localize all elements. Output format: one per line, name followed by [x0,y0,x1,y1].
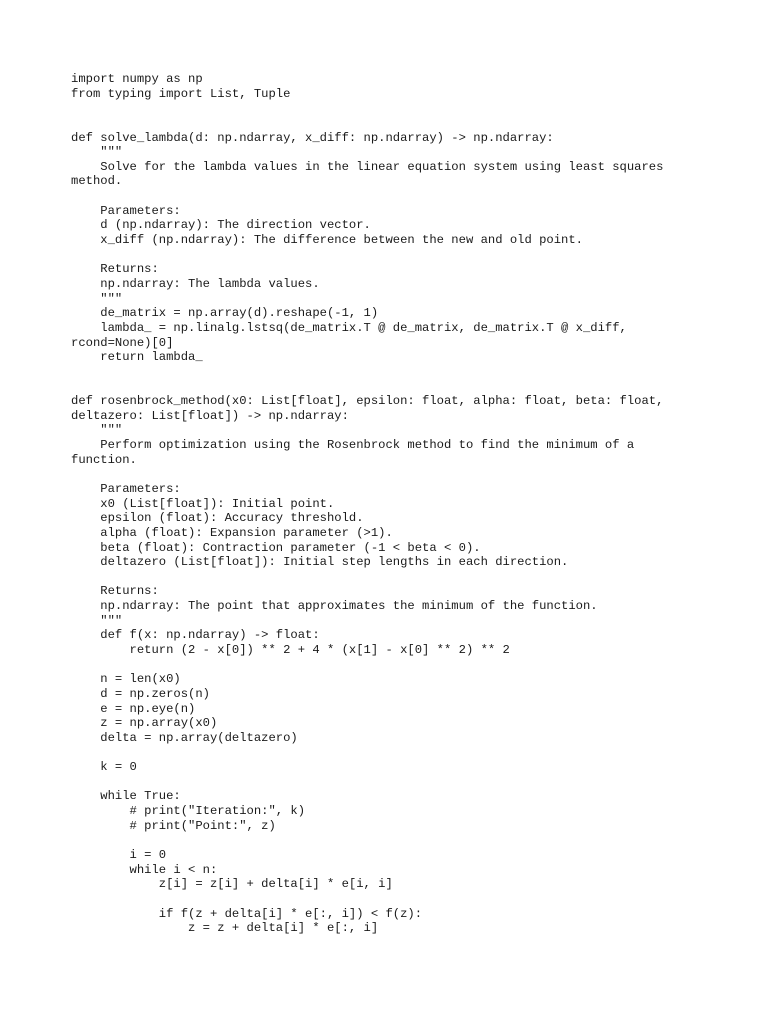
code-line [71,658,751,673]
code-listing [71,72,751,936]
code-line: return (2 - x[0]) ** 2 + 4 * (x[1] - x[0] ** 2) ** 2 [71,642,510,657]
code-line [71,101,751,116]
code-line [71,116,751,131]
code-line: if f(z + delta[i] * e[:, i]) < f(z): [71,906,423,921]
code-line: Returns: [71,584,159,599]
code-line: z = np.array(x0) [71,716,218,731]
code-line: Parameters: [71,481,181,496]
code-line: """ [71,613,123,628]
code-line: Parameters: [71,203,181,218]
code-line: np.ndarray: The lambda values. [71,276,320,291]
code-line [71,833,751,848]
code-line [71,248,751,263]
code-line: alpha (float): Expansion parameter (>1). [71,525,393,540]
code-line: def f(x: np.ndarray) -> float: [71,628,320,643]
code-line: """ [71,145,123,160]
code-line: from typing import List, Tuple [71,86,291,101]
code-line: d = np.zeros(n) [71,686,210,701]
code-line: deltazero: List[float]) -> np.ndarray: [71,408,349,423]
code-line: epsilon (float): Accuracy threshold. [71,511,364,526]
code-line: method. [71,174,123,189]
code-line: return lambda_ [71,350,203,365]
code-line: e = np.eye(n) [71,701,196,716]
code-line: # print("Point:", z) [71,818,276,833]
code-line [71,892,751,907]
code-line: Returns: [71,262,159,277]
code-line: while i < n: [71,862,218,877]
code-line: while True: [71,789,181,804]
code-line [71,775,751,790]
code-line: z = z + delta[i] * e[:, i] [71,921,379,936]
code-line: deltazero (List[float]): Initial step lengths in each direction. [71,555,569,570]
code-line [71,189,751,204]
code-line: x_diff (np.ndarray): The difference between the new and old point. [71,233,583,248]
code-line: lambda_ = np.linalg.lstsq(de_matrix.T @ de_matrix, de_matrix.T @ x_diff, [71,320,627,335]
code-line: # print("Iteration:", k) [71,804,306,819]
code-line: def rosenbrock_method(x0: List[float], epsilon: float, alpha: float, beta: float, [71,394,664,409]
code-line [71,365,751,380]
code-line [71,467,751,482]
code-line [71,570,751,585]
code-line [71,745,751,760]
code-line: Perform optimization using the Rosenbrock method to find the minimum of a [71,438,635,453]
code-line: import numpy as np [71,72,203,86]
code-line: def solve_lambda(d: np.ndarray, x_diff: np.ndarray) -> np.ndarray: [71,130,554,145]
code-line: function. [71,452,137,467]
code-line: beta (float): Contraction parameter (-1 < beta < 0). [71,540,481,555]
code-line: z[i] = z[i] + delta[i] * e[i, i] [71,877,393,892]
code-line: delta = np.array(deltazero) [71,730,298,745]
code-line: Solve for the lambda values in the linear equation system using least squares [71,159,664,174]
code-line [71,379,751,394]
code-line: """ [71,291,123,306]
code-line: x0 (List[float]): Initial point. [71,496,335,511]
code-line: np.ndarray: The point that approximates the minimum of the function. [71,599,598,614]
code-line: rcond=None)[0] [71,335,174,350]
code-line: de_matrix = np.array(d).reshape(-1, 1) [71,306,379,321]
code-line: d (np.ndarray): The direction vector. [71,218,371,233]
code-line: n = len(x0) [71,672,181,687]
code-line: k = 0 [71,760,137,775]
code-line: """ [71,423,123,438]
code-line: i = 0 [71,847,167,862]
